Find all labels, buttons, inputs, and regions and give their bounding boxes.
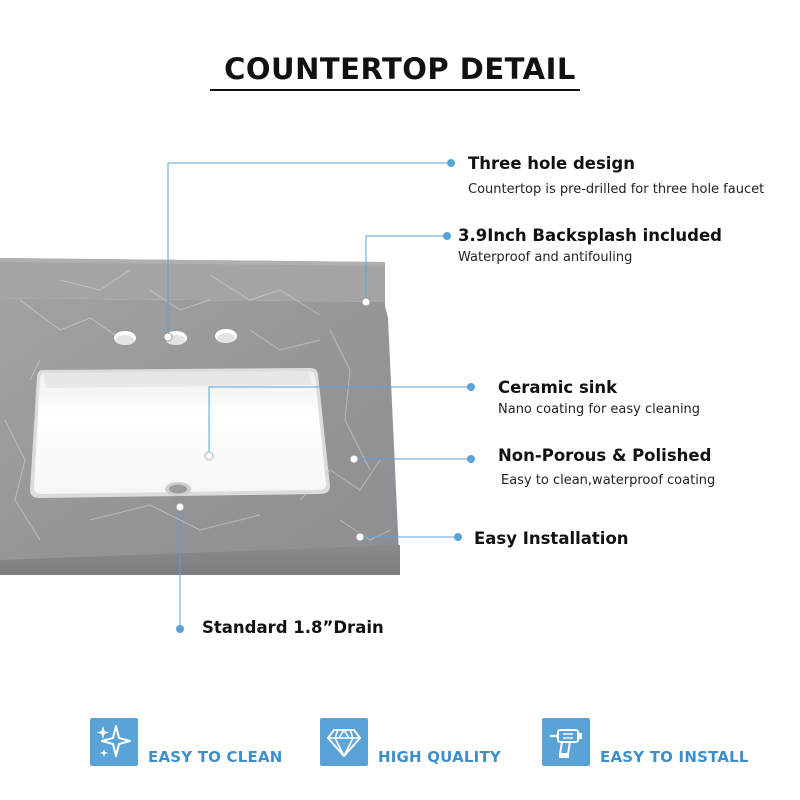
diamond-icon [320, 718, 368, 766]
callout-easy-installation-title: Easy Installation [474, 529, 629, 548]
sparkle-icon [90, 718, 138, 766]
callout-three-hole-title: Three hole design [468, 154, 635, 173]
feature-easy-to-clean-label: EASY TO CLEAN [148, 748, 283, 766]
feature-easy-to-install-label: EASY TO INSTALL [600, 748, 749, 766]
page-title: COUNTERTOP DETAIL [224, 52, 576, 86]
callout-backsplash-subtitle: Waterproof and antifouling [458, 250, 633, 265]
feature-high-quality [320, 717, 501, 767]
callout-ceramic-sink-title: Ceramic sink [498, 378, 618, 397]
feature-high-quality-label: HIGH QUALITY [378, 748, 501, 766]
drill-icon [542, 718, 590, 766]
callout-non-porous-title: Non-Porous & Polished [498, 446, 712, 465]
callout-three-hole-subtitle: Countertop is pre-drilled for three hole faucet [468, 182, 765, 197]
callout-backsplash-title: 3.9Inch Backsplash included [458, 226, 722, 245]
feature-easy-to-clean [90, 717, 283, 767]
backsplash [0, 258, 385, 302]
feature-easy-to-install [542, 717, 749, 767]
callout-ceramic-sink-subtitle: Nano coating for easy cleaning [498, 402, 701, 417]
callout-drain-title: Standard 1.8”Drain [202, 618, 384, 637]
callout-non-porous-subtitle: Easy to clean,waterproof coating [501, 473, 716, 488]
